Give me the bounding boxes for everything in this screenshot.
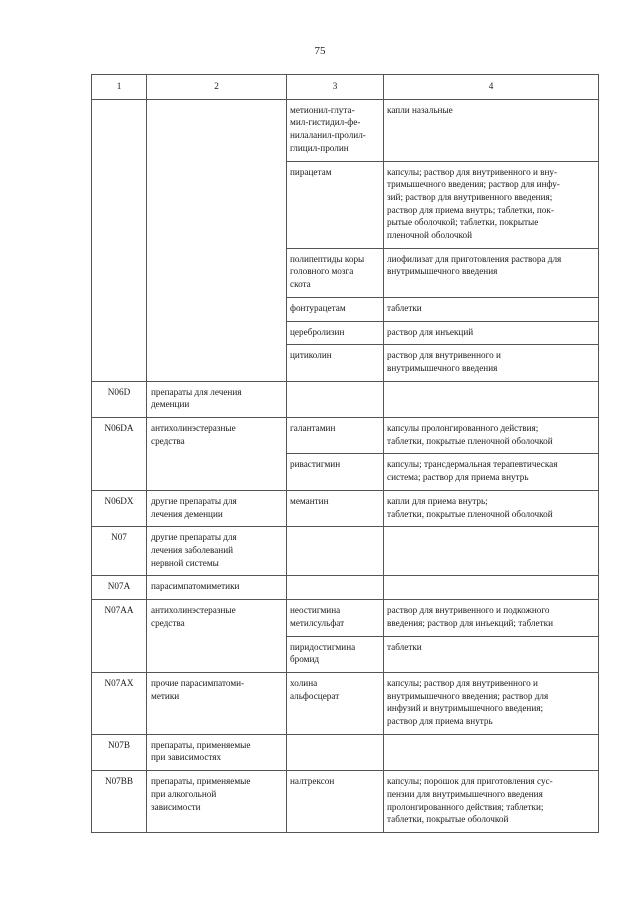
substance-cell: пирацетам (287, 161, 384, 248)
code-cell: N07BB (92, 771, 147, 833)
table-row (92, 99, 599, 161)
group-cell: препараты, применяемые при зависимостях (147, 734, 287, 770)
substance-cell: мемантин (287, 490, 384, 526)
forms-cell: лиофилизат для приготовления раствора для внутримышечного введения (384, 248, 599, 297)
header-cell: 4 (384, 75, 599, 100)
substance-cell: ривастигмин (287, 454, 384, 490)
code-cell: N07 (92, 527, 147, 576)
code-cell: N06D (92, 381, 147, 417)
forms-cell: раствор для внутривенного и подкожного введения; раствор для инъекций; таблетки (384, 600, 599, 636)
substance-cell: фонтурацетам (287, 297, 384, 321)
code-cell: N07AA (92, 600, 147, 673)
group-cell: препараты для лечения деменции (147, 381, 287, 417)
group-cell: другие препараты для лечения заболеваний нервной системы (147, 527, 287, 576)
header-cell: 2 (147, 75, 287, 100)
code-cell: N07A (92, 576, 147, 600)
substance-cell: цитиколин (287, 345, 384, 381)
table-row (92, 381, 599, 417)
substance-cell: налтрексон (287, 771, 384, 833)
group-cell (147, 99, 287, 381)
table-body (92, 99, 599, 832)
substance-cell (287, 734, 384, 770)
header-cell: 1 (92, 75, 147, 100)
table-row (92, 771, 599, 833)
forms-cell (384, 527, 599, 576)
table-row (92, 734, 599, 770)
forms-cell: капли для приема внутрь; таблетки, покрытые пленочной оболочкой (384, 490, 599, 526)
table-row (92, 527, 599, 576)
substance-cell: полипептиды коры головного мозга скота (287, 248, 384, 297)
forms-cell: капсулы; раствор для внутривенного и внутримышечного введения; раствор для инфузий и внутримышечного введения; раствор для приема внутрь (384, 672, 599, 734)
group-cell: другие препараты для лечения деменции (147, 490, 287, 526)
substance-cell: церебролизин (287, 321, 384, 345)
table-row (92, 490, 599, 526)
group-cell: препараты, применяемые при алкогольной зависимости (147, 771, 287, 833)
code-cell: N07AX (92, 672, 147, 734)
table-row (92, 600, 599, 636)
header-cell: 3 (287, 75, 384, 100)
header-row (92, 75, 599, 100)
substance-cell: галантамин (287, 418, 384, 454)
code-cell: N07B (92, 734, 147, 770)
forms-cell (384, 576, 599, 600)
group-cell: прочие парасимпатоми- метики (147, 672, 287, 734)
forms-cell: капсулы; раствор для внутривенного и вну- тримышечного введения; раствор для инфу- зий; раствор для внутривенного введения; раствор для приема внутрь; таблетки, пок- рытые оболочкой; таблетки, покрытые пленочной оболочкой (384, 161, 599, 248)
forms-cell: раствор для инъекций (384, 321, 599, 345)
substance-cell: неостигмина метилсульфат (287, 600, 384, 636)
forms-cell: капсулы; порошок для приготовления сус- пензии для внутримышечного введения пролонгированного действия; таблетки; таблетки, покрытые оболочкой (384, 771, 599, 833)
table-row (92, 672, 599, 734)
drug-table (91, 74, 599, 833)
code-cell: N06DX (92, 490, 147, 526)
substance-cell: метионил-глута- мил-гистидил-фе- нилаланил-пролил- глицил-пролин (287, 99, 384, 161)
substance-cell: холина альфосцерат (287, 672, 384, 734)
code-cell: N06DA (92, 418, 147, 491)
forms-cell (384, 734, 599, 770)
forms-cell: капсулы пролонгированного действия; таблетки, покрытые пленочной оболочкой (384, 418, 599, 454)
forms-cell (384, 381, 599, 417)
group-cell: антихолинэстеразные средства (147, 418, 287, 491)
table-row (92, 576, 599, 600)
substance-cell (287, 527, 384, 576)
group-cell: парасимпатомиметики (147, 576, 287, 600)
page-number: 75 (314, 45, 326, 57)
forms-cell: раствор для внутривенного и внутримышечного введения (384, 345, 599, 381)
code-cell (92, 99, 147, 381)
table-row (92, 418, 599, 454)
substance-cell (287, 381, 384, 417)
forms-cell: таблетки (384, 297, 599, 321)
group-cell: антихолинэстеразные средства (147, 600, 287, 673)
substance-cell: пиридостигмина бромид (287, 636, 384, 672)
forms-cell: капсулы; трансдермальная терапевтическая система; раствор для приема внутрь (384, 454, 599, 490)
forms-cell: капли назальные (384, 99, 599, 161)
forms-cell: таблетки (384, 636, 599, 672)
substance-cell (287, 576, 384, 600)
